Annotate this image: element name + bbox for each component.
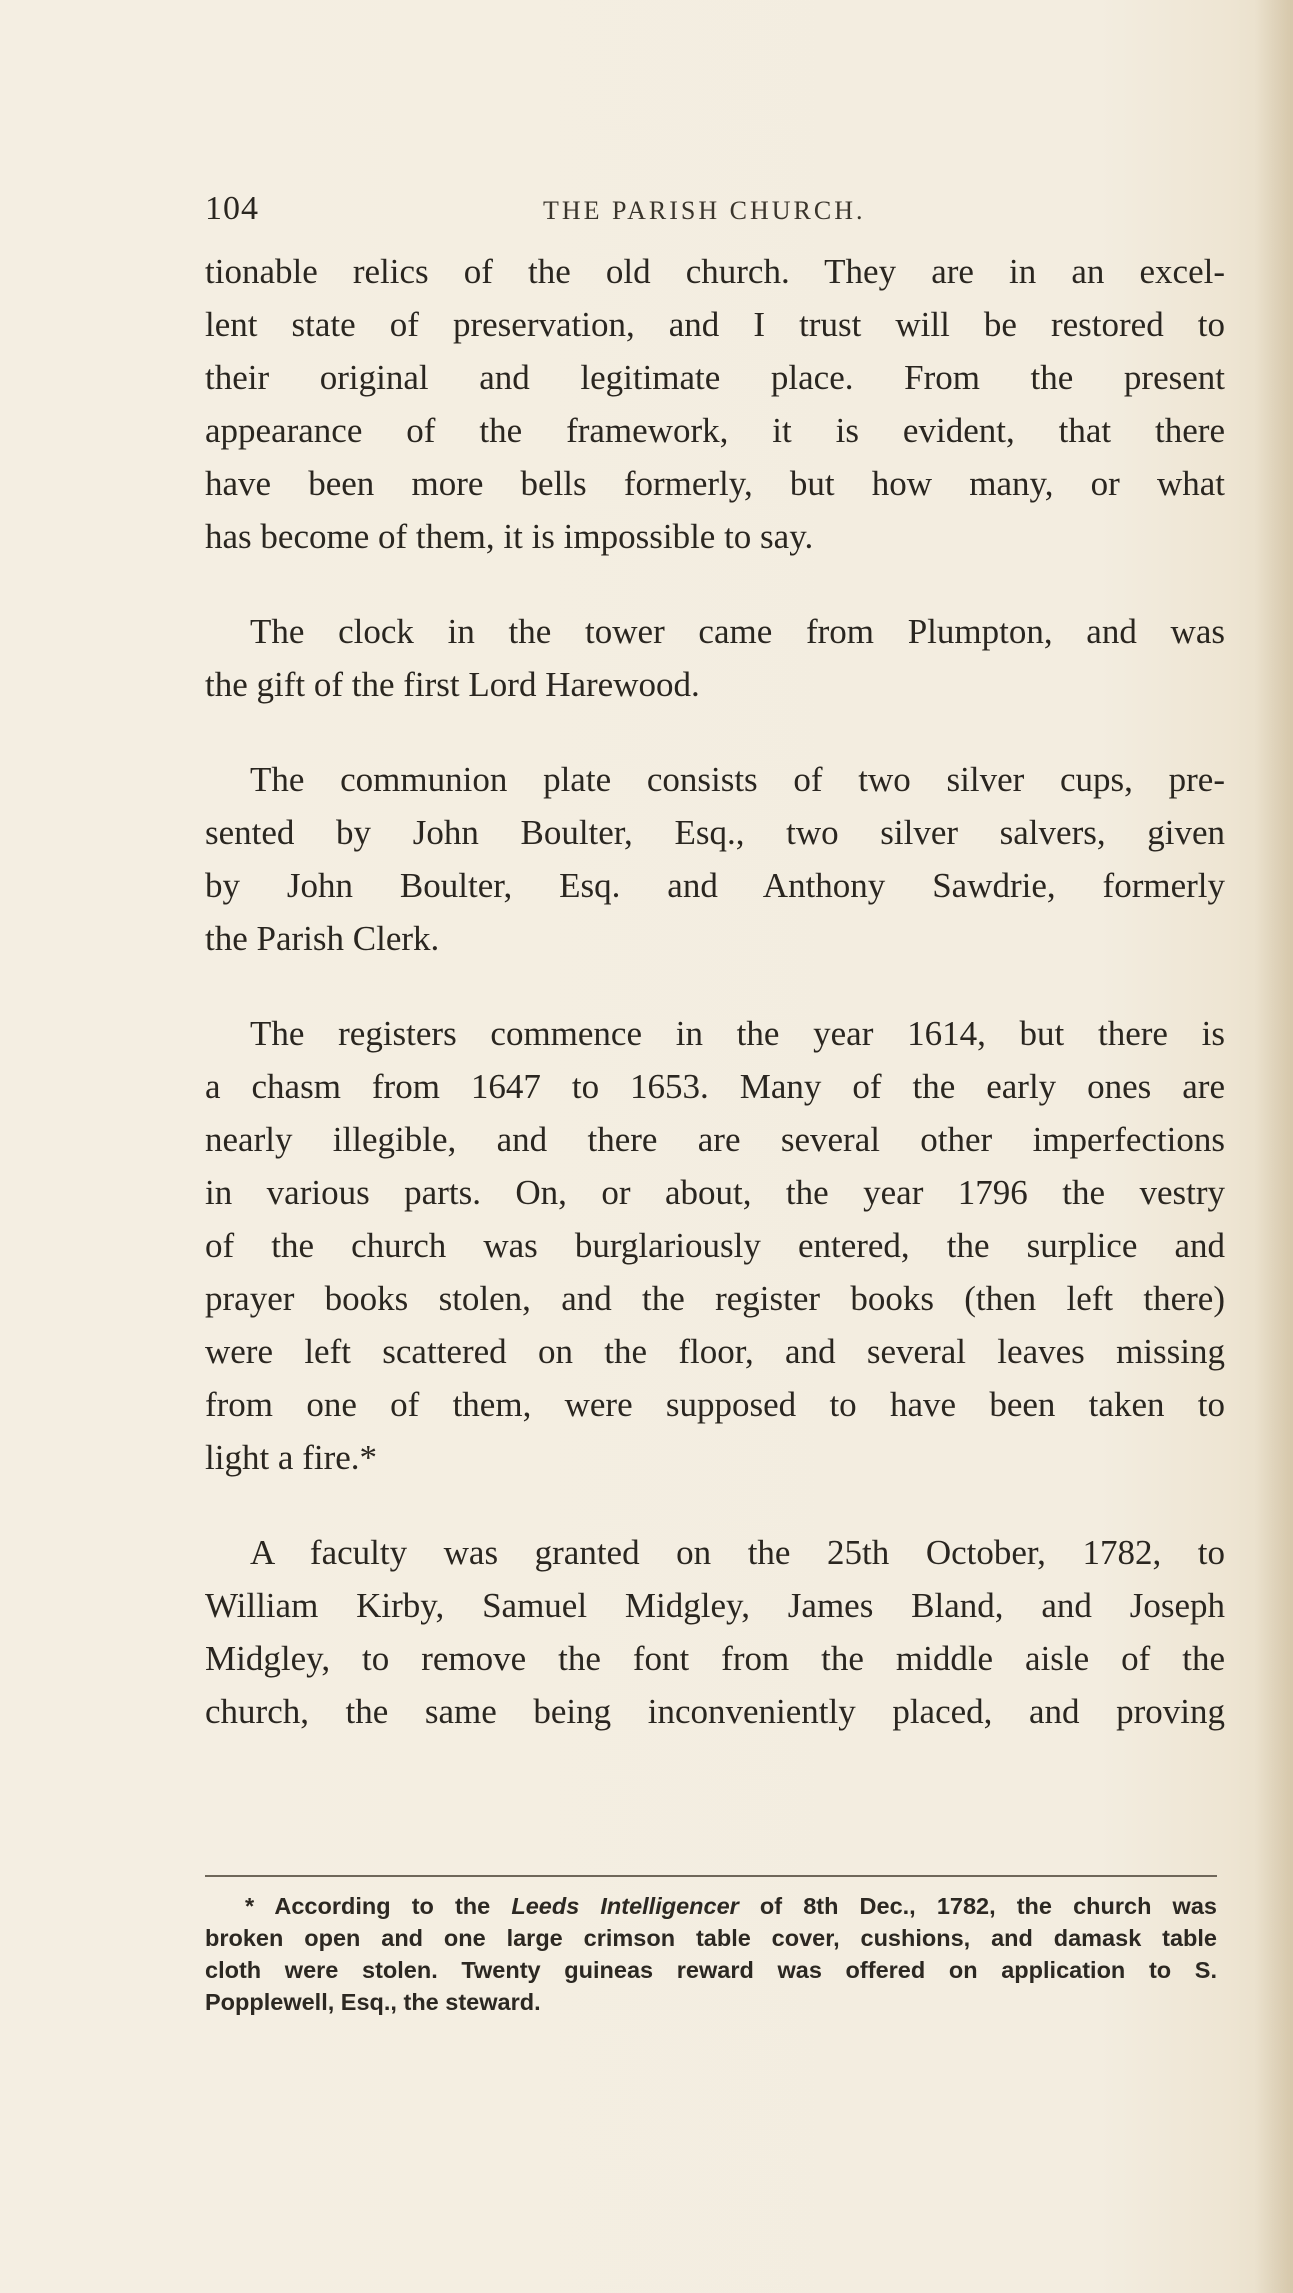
page-edge-shadow bbox=[1255, 0, 1293, 2293]
text-line: A faculty was granted on the 25th October, 1782, to bbox=[250, 1533, 1225, 1572]
text-line: Midgley, to remove the font from the middle aisle of the bbox=[205, 1639, 1225, 1678]
footnote bbox=[205, 1890, 1217, 2018]
footnote-line: broken open and one large crimson table cover, cushions, and damask table bbox=[205, 1925, 1217, 1951]
text-line: has become of them, it is impossible to say. bbox=[205, 517, 814, 556]
footnote-line: cloth were stolen. Twenty guineas reward was offered on application to S. bbox=[205, 1957, 1217, 1983]
text-line: a chasm from 1647 to 1653. Many of the early ones are bbox=[205, 1067, 1225, 1106]
text-line: of the church was burglariously entered, the surplice and bbox=[205, 1226, 1225, 1265]
text-line: appearance of the framework, it is evident, that there bbox=[205, 411, 1225, 450]
text-line: The communion plate consists of two silver cups, pre- bbox=[250, 760, 1225, 799]
footnote-line bbox=[205, 1890, 1217, 1922]
text-line: The clock in the tower came from Plumpton, and was bbox=[250, 612, 1225, 651]
text-line: church, the same being inconveniently placed, and proving bbox=[205, 1692, 1225, 1731]
text-line: from one of them, were supposed to have been taken to bbox=[205, 1385, 1225, 1424]
footnote-source: Leeds Intelligencer bbox=[511, 1893, 739, 1919]
text-line: the gift of the first Lord Harewood. bbox=[205, 665, 700, 704]
text-line: by John Boulter, Esq. and Anthony Sawdrie, formerly bbox=[205, 866, 1225, 905]
text-line: their original and legitimate place. From the present bbox=[205, 358, 1225, 397]
text-line: in various parts. On, or about, the year 1796 the vestry bbox=[205, 1173, 1225, 1212]
page-header bbox=[205, 190, 1225, 240]
text-line: lent state of preservation, and I trust will be restored to bbox=[205, 305, 1225, 344]
text-line: were left scattered on the floor, and several leaves missing bbox=[205, 1332, 1225, 1371]
text-line: have been more bells formerly, but how many, or what bbox=[205, 464, 1225, 503]
paragraph bbox=[205, 605, 1225, 711]
body-text bbox=[205, 245, 1225, 1738]
running-head: THE PARISH CHURCH. bbox=[543, 196, 866, 225]
footnote-line-rest: of 8th Dec., 1782, the church was bbox=[759, 1893, 1217, 1919]
text-line: tionable relics of the old church. They are in an excel- bbox=[205, 252, 1225, 291]
footnote-rule bbox=[205, 1875, 1217, 1877]
page-number: 104 bbox=[205, 190, 259, 227]
text-line: the Parish Clerk. bbox=[205, 919, 440, 958]
text-line: The registers commence in the year 1614, but there is bbox=[250, 1014, 1225, 1053]
text-line: nearly illegible, and there are several other imperfections bbox=[205, 1120, 1225, 1159]
paragraph bbox=[205, 1526, 1225, 1738]
text-line: William Kirby, Samuel Midgley, James Bland, and Joseph bbox=[205, 1586, 1225, 1625]
text-line: prayer books stolen, and the register books (then left there) bbox=[205, 1279, 1225, 1318]
footnote-marker: * bbox=[245, 1893, 255, 1919]
paragraph bbox=[205, 1007, 1225, 1484]
footnote-intro: According to the bbox=[274, 1893, 491, 1919]
text-line: light a fire.* bbox=[205, 1438, 378, 1477]
footnote-line: Popplewell, Esq., the steward. bbox=[205, 1989, 541, 2015]
text-line: sented by John Boulter, Esq., two silver salvers, given bbox=[205, 813, 1225, 852]
paragraph bbox=[205, 245, 1225, 563]
paragraph bbox=[205, 753, 1225, 965]
